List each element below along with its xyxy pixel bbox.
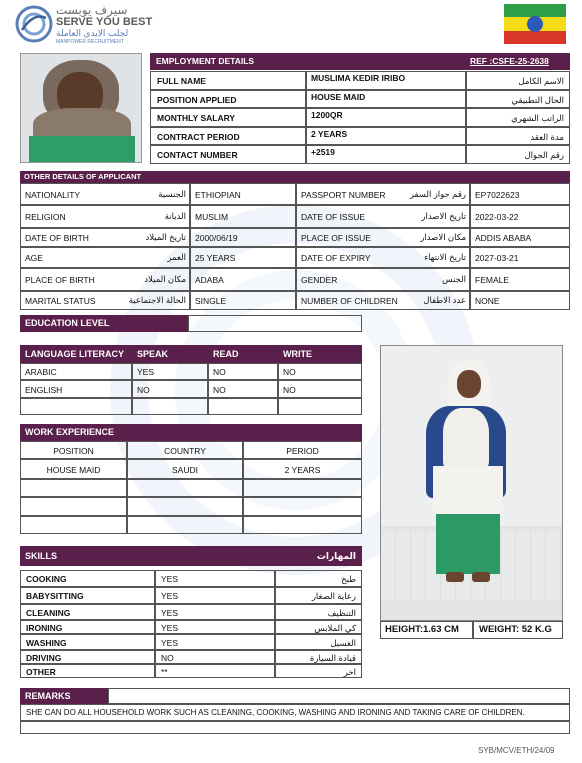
work-experience-title: WORK EXPERIENCE <box>25 427 115 437</box>
skill-name: DRIVING <box>20 650 155 664</box>
other-label: PLACE OF ISSUE <box>296 228 470 247</box>
skill-name-arabic: الغسيل <box>275 634 362 650</box>
employment-value: 2 YEARS <box>306 127 466 146</box>
ethiopia-flag <box>504 4 566 44</box>
other-label-arabic: تاريخ الاصدار <box>421 211 466 221</box>
skill-name: IRONING <box>20 620 155 634</box>
employment-value: 1200QR <box>306 108 466 127</box>
other-label: DATE OF BIRTH <box>20 228 190 247</box>
other-value: SINGLE <box>190 291 296 310</box>
other-value: EP7022623 <box>470 183 570 205</box>
other-label: GENDER <box>296 268 470 291</box>
education-level-header <box>20 315 188 332</box>
skill-value: YES <box>155 587 275 604</box>
other-details-header <box>20 171 570 183</box>
skill-value: YES <box>155 634 275 650</box>
employment-value: MUSLIMA KEDIR IRIBO <box>306 71 466 90</box>
other-value: 25 YEARS <box>190 247 296 268</box>
language-cell <box>132 398 208 415</box>
work-cell <box>20 516 127 534</box>
language-column-header: SPEAK <box>132 345 208 363</box>
skill-name-arabic: كي الملابس <box>275 620 362 634</box>
other-value: ADABA <box>190 268 296 291</box>
other-label: RELIGION <box>20 205 190 228</box>
remarks-blank-row <box>20 721 570 734</box>
other-label: DATE OF EXPIRY <box>296 247 470 268</box>
applicant-full-body-photo <box>380 345 563 621</box>
other-value: NONE <box>470 291 570 310</box>
work-cell <box>127 516 243 534</box>
skill-value: YES <box>155 604 275 620</box>
remarks-text: SHE CAN DO ALL HOUSEHOLD WORK SUCH AS CLEANING, COOKING, WASHING AND IRONING AND TAKING CARE OF CHILDREN. <box>20 704 570 721</box>
skills-title: SKILLS <box>25 551 58 561</box>
employment-label: FULL NAME <box>150 71 306 90</box>
other-label: NUMBER OF CHILDREN <box>296 291 470 310</box>
work-cell: 2 YEARS <box>243 459 362 479</box>
skill-name: BABYSITTING <box>20 587 155 604</box>
other-value: FEMALE <box>470 268 570 291</box>
other-label-arabic: الجنس <box>442 274 466 284</box>
skill-value: YES <box>155 570 275 587</box>
work-experience-header <box>20 424 362 441</box>
other-label-arabic: الحالة الاجتماعية <box>128 295 186 305</box>
work-column-header: COUNTRY <box>127 441 243 459</box>
document-code: SYB/MCV/ETH/24/09 <box>478 746 555 755</box>
skill-name-arabic: رعاية الصغار <box>275 587 362 604</box>
work-cell <box>20 479 127 497</box>
other-label-arabic: الديانة <box>164 211 186 221</box>
employment-label: CONTRACT PERIOD <box>150 127 306 146</box>
skill-value: YES <box>155 620 275 634</box>
other-label-arabic: تاريخ الانتهاء <box>424 252 466 262</box>
employment-label-arabic: الاسم الكامل <box>466 71 570 90</box>
language-cell: YES <box>132 363 208 380</box>
skill-name-arabic: التنظيف <box>275 604 362 620</box>
other-value: ADDIS ABABA <box>470 228 570 247</box>
other-label: MARITAL STATUS <box>20 291 190 310</box>
other-label-arabic: تاريخ الميلاد <box>145 232 186 242</box>
skill-name: WASHING <box>20 634 155 650</box>
skill-name-arabic: قيادة السيارة <box>275 650 362 664</box>
language-column-header: WRITE <box>278 345 362 363</box>
skill-name: OTHER <box>20 664 155 678</box>
language-cell: ARABIC <box>20 363 132 380</box>
other-label: AGE <box>20 247 190 268</box>
other-label-arabic: مكان الميلاد <box>144 274 186 284</box>
other-value: 2027-03-21 <box>470 247 570 268</box>
logo-recruitment: MANPOWER RECRUITMENT <box>56 39 124 45</box>
employment-label-arabic: رقم الجوال <box>466 145 570 164</box>
employment-label: MONTHLY SALARY <box>150 108 306 127</box>
education-level-title: EDUCATION LEVEL <box>25 318 110 328</box>
skill-value: ** <box>155 664 275 678</box>
skill-name-arabic: اخر <box>275 664 362 678</box>
other-value: 2022-03-22 <box>470 205 570 228</box>
remarks-header-spacer <box>108 688 570 704</box>
employment-details-title: EMPLOYMENT DETAILS <box>156 56 255 66</box>
skill-value: NO <box>155 650 275 664</box>
skill-name: COOKING <box>20 570 155 587</box>
employment-label: POSITION APPLIED <box>150 90 306 109</box>
employment-label-arabic: الراتب الشهري <box>466 108 570 127</box>
work-cell <box>243 479 362 497</box>
language-column-header: READ <box>208 345 278 363</box>
other-label-arabic: رقم جواز السفر <box>409 189 466 199</box>
skills-title-arabic: المهارات <box>316 551 356 561</box>
skills-header <box>20 546 362 566</box>
company-logo <box>14 3 174 47</box>
other-label-arabic: عدد الاطفال <box>423 295 466 305</box>
skill-name: CLEANING <box>20 604 155 620</box>
language-cell: NO <box>132 380 208 398</box>
work-cell: SAUDI <box>127 459 243 479</box>
employment-value: HOUSE MAID <box>306 90 466 109</box>
remarks-header <box>20 688 108 704</box>
education-level-value <box>188 315 362 332</box>
language-cell: NO <box>208 380 278 398</box>
other-label: DATE OF ISSUE <box>296 205 470 228</box>
language-cell: NO <box>208 363 278 380</box>
skill-name-arabic: طبخ <box>275 570 362 587</box>
height-label: HEIGHT:1.63 CM <box>380 621 473 639</box>
other-label: PASSPORT NUMBER <box>296 183 470 205</box>
work-cell <box>127 479 243 497</box>
language-cell: ENGLISH <box>20 380 132 398</box>
logo-emblem-icon <box>14 4 54 44</box>
logo-english-name: SERVE YOU BEST <box>56 16 153 28</box>
language-cell: NO <box>278 363 362 380</box>
other-label-arabic: الجنسية <box>158 189 186 199</box>
language-cell: NO <box>278 380 362 398</box>
logo-arabic-title: سيرف يوبست <box>56 3 128 17</box>
work-cell <box>127 497 243 516</box>
other-value: ETHIOPIAN <box>190 183 296 205</box>
language-cell <box>208 398 278 415</box>
language-cell <box>20 398 132 415</box>
employment-value: +2519 <box>306 145 466 164</box>
other-label-arabic: العمر <box>167 252 186 262</box>
flag-emblem-icon <box>527 16 543 32</box>
other-label-arabic: مكان الاصدار <box>420 232 466 242</box>
language-cell <box>278 398 362 415</box>
work-cell <box>243 516 362 534</box>
work-column-header: PERIOD <box>243 441 362 459</box>
work-cell: HOUSE MAID <box>20 459 127 479</box>
other-label: PLACE OF BIRTH <box>20 268 190 291</box>
work-cell <box>243 497 362 516</box>
employment-label-arabic: الحال التطبيقي <box>466 90 570 109</box>
other-details-title: OTHER DETAILS OF APPLICANT <box>24 172 142 181</box>
other-value: 2000/06/19 <box>190 228 296 247</box>
remarks-title: REMARKS <box>25 691 71 701</box>
applicant-passport-photo <box>20 53 142 163</box>
work-cell <box>20 497 127 516</box>
weight-label: WEIGHT: 52 K.G <box>473 621 563 639</box>
other-label: NATIONALITY <box>20 183 190 205</box>
employment-label: CONTACT NUMBER <box>150 145 306 164</box>
language-column-header: LANGUAGE LITERACY <box>20 345 132 363</box>
logo-arabic-sub: لجلب الايدي العاملة <box>56 28 129 38</box>
reference-number: REF :CSFE-25-2638 <box>470 56 549 66</box>
work-column-header: POSITION <box>20 441 127 459</box>
other-value: MUSLIM <box>190 205 296 228</box>
employment-label-arabic: مدة العقد <box>466 127 570 146</box>
